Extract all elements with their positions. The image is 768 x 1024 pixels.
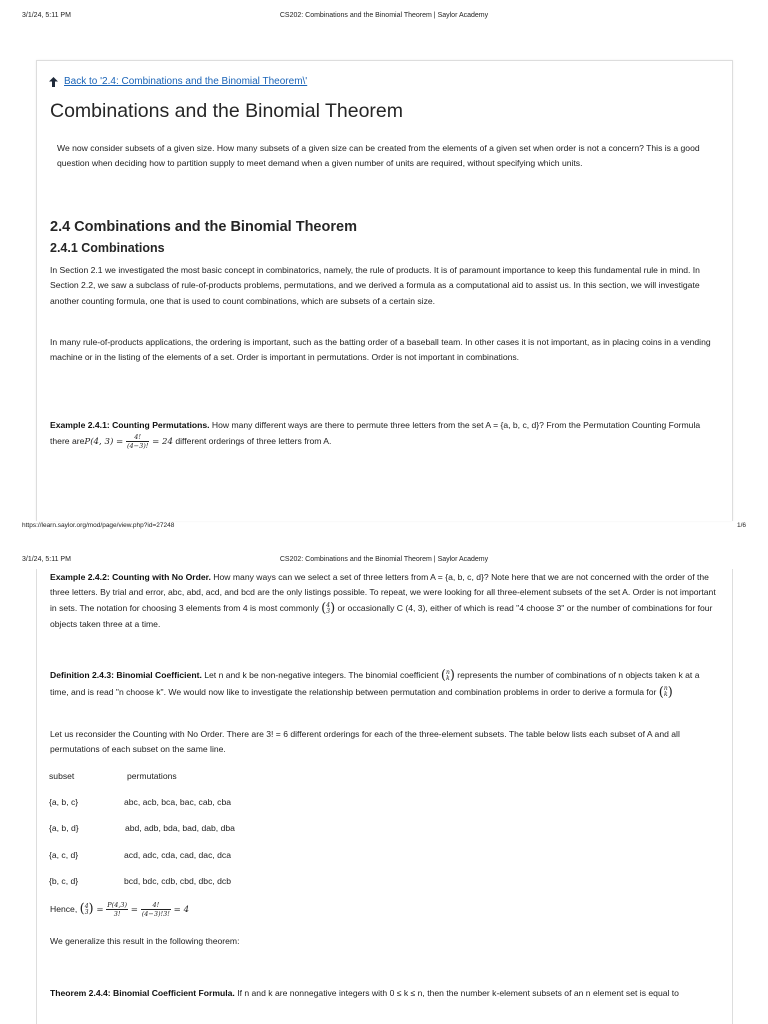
footer-page-number: 1/6 [736, 522, 746, 529]
hence-label: Hence, [50, 904, 80, 914]
binom-bottom: 3 [326, 607, 331, 615]
hence-fraction-2 [141, 901, 171, 918]
fraction-numerator: 4! [152, 901, 160, 909]
binom-bottom: k [446, 674, 450, 682]
fraction-numerator: 4! [134, 433, 142, 442]
theorem-2-4-4 [50, 986, 718, 1001]
permutation-formula [84, 433, 173, 451]
binom-top: n [445, 668, 450, 676]
example-tail: different orderings of three letters from A. [172, 436, 332, 447]
table-cell-subset: {a, b, d} [49, 823, 79, 833]
binom-top: n [663, 685, 668, 693]
table-cell-permutations: bcd, bdc, cdb, cbd, dbc, dcb [124, 876, 232, 886]
example-title: Example 2.4.2: Counting with No Order. [50, 572, 211, 582]
binom-bottom: 3 [84, 908, 89, 916]
content-card-continued [36, 569, 733, 1024]
back-link-label: Back to '2.4: Combinations and the Binomial Theorem\' [64, 76, 308, 87]
paragraph-generalize: We generalize this result in the following theorem: [50, 936, 240, 946]
hence-fraction-1 [106, 901, 128, 918]
intro-paragraph: We now consider subsets of a given size. How many subsets of a given size can be created from the elements of a given set when order is not a concern? This is a good question when deciding how to partition supply to meet demand when a given number of units are required, without specifying which units. [57, 143, 700, 169]
print-timestamp: 3/1/24, 5:11 PM [22, 12, 71, 19]
arrow-up-icon [49, 77, 58, 87]
print-timestamp: 3/1/24, 5:11 PM [22, 556, 71, 563]
definition-2-4-3 [50, 668, 718, 701]
binomial-n-choose-k: ( n k ) [440, 668, 455, 683]
binomial-4-choose-3: ( 4 3 ) [321, 600, 336, 616]
theorem-text: If n and k are nonnegative integers with 0 ≤ k ≤ n, then the number k-element subsets of an n element set is equal to [234, 988, 679, 998]
formula-fraction [126, 433, 149, 450]
theorem-title: Theorem 2.4.4: Binomial Coefficient Formula. [50, 988, 235, 998]
table-cell-permutations: abc, acb, bca, bac, cab, cba [124, 797, 232, 807]
binom-top: 4 [84, 902, 89, 910]
print-doc-title: CS202: Combinations and the Binomial Theorem | Saylor Academy [279, 12, 489, 19]
table-header-permutations: permutations [127, 771, 177, 781]
paragraph-ordering: In many rule-of-products applications, the ordering is important, such as the batting order of a baseball team. In other cases it is not important, as in placing coins in a vending machine or in the listing of the elements of a set. Order is important in permutations. Order is not important in combinations. [50, 337, 711, 363]
print-doc-title: CS202: Combinations and the Binomial Theorem | Saylor Academy [279, 556, 489, 563]
example-2-4-2 [50, 570, 718, 633]
example-text: How many different ways are there to permute three letters from the set A = {a, b, c, d}? From the Permutation Counting Formula there are [50, 420, 701, 447]
hence-result: = 4 [173, 905, 190, 915]
definition-title: Definition 2.4.3: Binomial Coefficient. [50, 670, 202, 681]
footer-url: https://learn.saylor.org/mod/page/view.php?id=27248 [22, 522, 175, 529]
fraction-denominator: 3! [106, 909, 128, 918]
subsection-heading: 2.4.1 Combinations [50, 241, 165, 255]
binomial-n-choose-k: ( n k ) [658, 684, 673, 700]
definition-text: Let n and k be non-negative integers. The binomial coefficient [201, 670, 441, 681]
formula-rhs: = 24 [149, 437, 173, 448]
paragraph-reconsider: Let us reconsider the Counting with No Order. There are 3! = 6 different orderings for each of the three-element subsets. The table below lists each subset of A and all permutations of each subset on the same line. [50, 729, 680, 755]
example-2-4-1 [50, 418, 718, 451]
hence-equation [50, 899, 718, 920]
print-header-page2 [0, 544, 768, 564]
table-cell-subset: {a, b, c} [49, 797, 79, 807]
formula-lhs: P(4, 3) = [84, 437, 126, 448]
back-link[interactable] [49, 76, 307, 87]
binom-top: 4 [326, 601, 331, 609]
table-cell-permutations: abd, adb, bda, bad, dab, dba [125, 823, 235, 833]
paragraph-rule-of-products: In Section 2.1 we investigated the most basic concept in combinatorics, namely, the rule of products. It is of paramount importance to keep this fundamental rule in mind. In Section 2.2, we saw a subclass of rule-of-products problems, permutations, and we derived a formula as a computational aid to assist us. In this section, we will investigate another counting formula, one that is used to count combinations, which are subsets of a certain size. [50, 265, 700, 306]
table-cell-permutations: acd, adc, cda, cad, dac, dca [124, 850, 232, 860]
hence-formula: ( 4 3 ) = $\frac{P(4,3)}{3!}$ = $\frac{4!}{(4-3)!3!}$ = 4 [79, 901, 190, 918]
binom-bottom: k [663, 691, 668, 699]
table-cell-subset: {b, c, d} [49, 876, 79, 886]
print-header-page1 [0, 0, 768, 20]
section-heading: 2.4 Combinations and the Binomial Theorem [50, 219, 357, 235]
content-card [36, 60, 733, 521]
fraction-denominator: (4−3)! [126, 442, 149, 451]
page-title: Combinations and the Binomial Theorem [50, 100, 403, 122]
table-header-subset: subset [49, 771, 75, 781]
example-text: How many ways can we select a set of three letters from A = {a, b, c, d}? Note here that we are not concerned with the order of the three letters. By trial and error, abc, abd, acd, and bcd are the only listings possible. To repeat, we were looking for all three-element subsets of the set A. Order is not important in sets. The notation for choosing 3 elements from 4 is most commonly [50, 572, 716, 614]
fraction-denominator: (4−3)!3! [141, 910, 170, 918]
definition-text-continued: represents the number of combinations of n objects taken k at a time, and is read "n choose k". We would now like to investigate the relationship between permutation and combination problems in order to derive a formula for [50, 670, 700, 697]
table-cell-subset: {a, c, d} [49, 850, 79, 860]
fraction-numerator: P(4,3) [107, 901, 128, 909]
example-title: Example 2.4.1: Counting Permutations. [50, 420, 210, 430]
example-text-continued: or occasionally C (4, 3), either of which is read "4 choose 3" or the number of combinations for four objects taken three at a time. [50, 603, 713, 630]
